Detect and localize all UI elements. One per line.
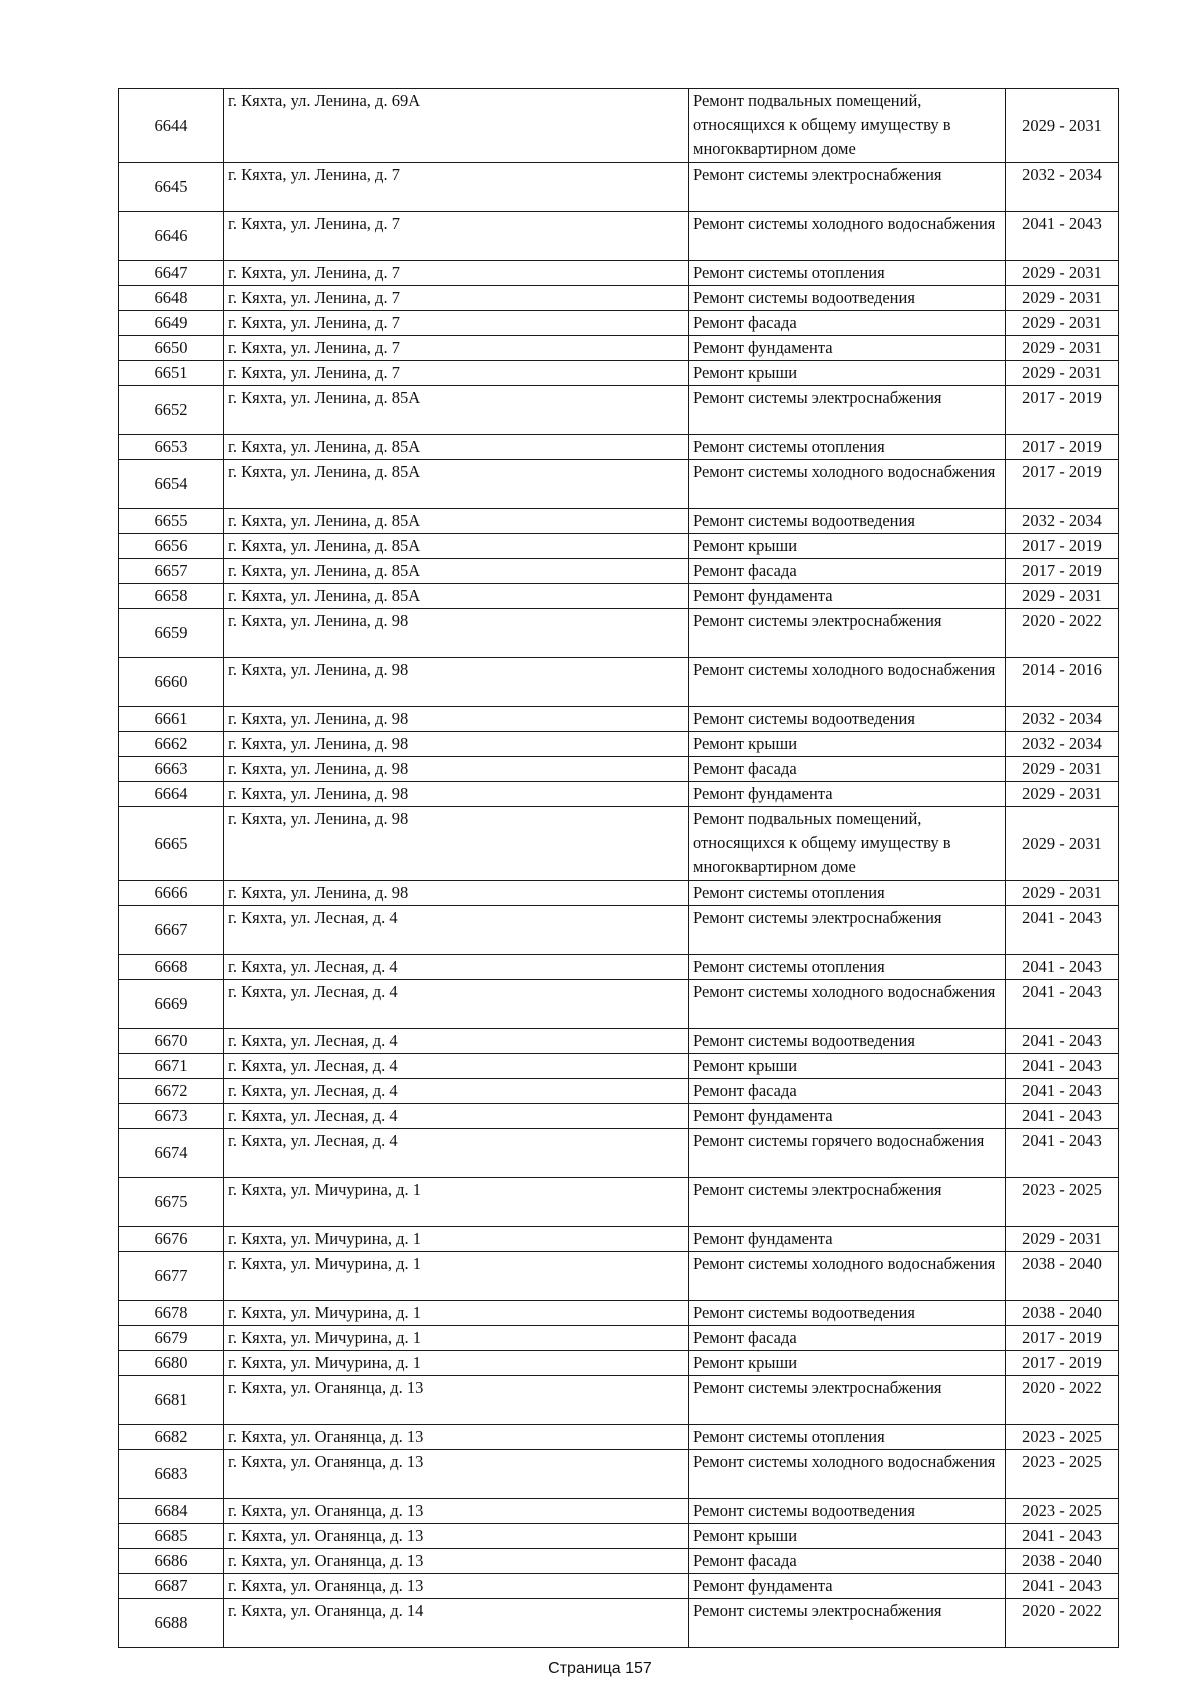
row-period: 2029 - 2031 (1006, 361, 1119, 386)
row-work-type: Ремонт фундамента (689, 584, 1006, 609)
row-work-type: Ремонт фасада (689, 559, 1006, 584)
row-number: 6681 (119, 1376, 224, 1425)
row-number: 6663 (119, 757, 224, 782)
row-address: г. Кяхта, ул. Ленина, д. 98 (224, 658, 689, 707)
row-number: 6653 (119, 435, 224, 460)
row-address: г. Кяхта, ул. Оганянца, д. 13 (224, 1376, 689, 1425)
row-address: г. Кяхта, ул. Ленина, д. 7 (224, 212, 689, 261)
row-period: 2029 - 2031 (1006, 261, 1119, 286)
row-work-type: Ремонт фасада (689, 311, 1006, 336)
row-period: 2029 - 2031 (1006, 89, 1119, 163)
table-row (119, 1129, 1119, 1178)
table-row (119, 559, 1119, 584)
row-period: 2038 - 2040 (1006, 1549, 1119, 1574)
row-address: г. Кяхта, ул. Лесная, д. 4 (224, 1054, 689, 1079)
row-work-type: Ремонт фасада (689, 757, 1006, 782)
table-row (119, 732, 1119, 757)
row-address: г. Кяхта, ул. Ленина, д. 98 (224, 757, 689, 782)
table-row (119, 286, 1119, 311)
table-row (119, 1326, 1119, 1351)
row-work-type: Ремонт системы холодного водоснабжения (689, 1450, 1006, 1499)
row-work-type: Ремонт системы холодного водоснабжения (689, 460, 1006, 509)
table-row (119, 261, 1119, 286)
row-work-type: Ремонт системы отопления (689, 955, 1006, 980)
row-number: 6660 (119, 658, 224, 707)
page-number-label: Страница 157 (548, 1660, 652, 1677)
row-address: г. Кяхта, ул. Лесная, д. 4 (224, 980, 689, 1029)
row-number: 6655 (119, 509, 224, 534)
row-number: 6683 (119, 1450, 224, 1499)
row-period: 2017 - 2019 (1006, 534, 1119, 559)
table-row (119, 311, 1119, 336)
row-period: 2041 - 2043 (1006, 906, 1119, 955)
row-work-type: Ремонт системы электроснабжения (689, 1599, 1006, 1648)
row-number: 6654 (119, 460, 224, 509)
row-number: 6676 (119, 1227, 224, 1252)
row-number: 6646 (119, 212, 224, 261)
row-period: 2041 - 2043 (1006, 1129, 1119, 1178)
page-footer (0, 1660, 1200, 1678)
row-address: г. Кяхта, ул. Лесная, д. 4 (224, 1129, 689, 1178)
row-period: 2020 - 2022 (1006, 1376, 1119, 1425)
row-work-type: Ремонт фасада (689, 1079, 1006, 1104)
row-address: г. Кяхта, ул. Оганянца, д. 13 (224, 1499, 689, 1524)
row-work-type: Ремонт системы электроснабжения (689, 386, 1006, 435)
row-address: г. Кяхта, ул. Мичурина, д. 1 (224, 1301, 689, 1326)
row-period: 2041 - 2043 (1006, 1104, 1119, 1129)
row-work-type: Ремонт фундамента (689, 782, 1006, 807)
row-period: 2020 - 2022 (1006, 1599, 1119, 1648)
row-number: 6675 (119, 1178, 224, 1227)
row-work-type: Ремонт системы электроснабжения (689, 906, 1006, 955)
table-row (119, 1599, 1119, 1648)
row-address: г. Кяхта, ул. Ленина, д. 85А (224, 386, 689, 435)
row-work-type: Ремонт системы электроснабжения (689, 1376, 1006, 1425)
table-row (119, 881, 1119, 906)
row-work-type: Ремонт системы отопления (689, 1425, 1006, 1450)
row-period: 2017 - 2019 (1006, 386, 1119, 435)
row-address: г. Кяхта, ул. Ленина, д. 98 (224, 707, 689, 732)
row-number: 6651 (119, 361, 224, 386)
row-number: 6684 (119, 1499, 224, 1524)
row-work-type: Ремонт системы электроснабжения (689, 163, 1006, 212)
row-number: 6686 (119, 1549, 224, 1574)
row-number: 6665 (119, 807, 224, 881)
row-number: 6685 (119, 1524, 224, 1549)
row-work-type: Ремонт крыши (689, 361, 1006, 386)
row-number: 6645 (119, 163, 224, 212)
row-address: г. Кяхта, ул. Ленина, д. 7 (224, 361, 689, 386)
table-row (119, 1104, 1119, 1129)
table-row (119, 509, 1119, 534)
table-row (119, 435, 1119, 460)
row-work-type: Ремонт крыши (689, 1351, 1006, 1376)
row-address: г. Кяхта, ул. Оганянца, д. 13 (224, 1549, 689, 1574)
table-row (119, 1301, 1119, 1326)
table-row (119, 782, 1119, 807)
row-work-type: Ремонт фундамента (689, 1574, 1006, 1599)
row-period: 2017 - 2019 (1006, 435, 1119, 460)
row-work-type: Ремонт системы электроснабжения (689, 1178, 1006, 1227)
row-work-type: Ремонт системы водоотведения (689, 1301, 1006, 1326)
row-number: 6673 (119, 1104, 224, 1129)
table-row (119, 1178, 1119, 1227)
row-period: 2041 - 2043 (1006, 1524, 1119, 1549)
row-work-type: Ремонт системы холодного водоснабжения (689, 658, 1006, 707)
row-address: г. Кяхта, ул. Мичурина, д. 1 (224, 1227, 689, 1252)
table-row (119, 212, 1119, 261)
table-row (119, 1574, 1119, 1599)
row-period: 2029 - 2031 (1006, 757, 1119, 782)
table-row (119, 1079, 1119, 1104)
table-body (119, 89, 1119, 1648)
row-number: 6648 (119, 286, 224, 311)
table-row (119, 386, 1119, 435)
row-period: 2029 - 2031 (1006, 1227, 1119, 1252)
row-number: 6657 (119, 559, 224, 584)
table-row (119, 609, 1119, 658)
row-period: 2017 - 2019 (1006, 1326, 1119, 1351)
row-address: г. Кяхта, ул. Ленина, д. 7 (224, 163, 689, 212)
row-address: г. Кяхта, ул. Ленина, д. 69А (224, 89, 689, 163)
row-number: 6677 (119, 1252, 224, 1301)
row-period: 2020 - 2022 (1006, 609, 1119, 658)
row-number: 6670 (119, 1029, 224, 1054)
row-work-type: Ремонт системы отопления (689, 435, 1006, 460)
row-address: г. Кяхта, ул. Лесная, д. 4 (224, 1029, 689, 1054)
row-work-type: Ремонт системы водоотведения (689, 509, 1006, 534)
row-work-type: Ремонт системы холодного водоснабжения (689, 1252, 1006, 1301)
row-period: 2014 - 2016 (1006, 658, 1119, 707)
table-row (119, 1425, 1119, 1450)
table-row (119, 460, 1119, 509)
table-row (119, 1252, 1119, 1301)
row-period: 2017 - 2019 (1006, 460, 1119, 509)
row-period: 2029 - 2031 (1006, 584, 1119, 609)
row-address: г. Кяхта, ул. Ленина, д. 98 (224, 807, 689, 881)
row-address: г. Кяхта, ул. Лесная, д. 4 (224, 1079, 689, 1104)
row-address: г. Кяхта, ул. Ленина, д. 7 (224, 311, 689, 336)
row-number: 6667 (119, 906, 224, 955)
row-number: 6664 (119, 782, 224, 807)
row-work-type: Ремонт фасада (689, 1549, 1006, 1574)
row-address: г. Кяхта, ул. Мичурина, д. 1 (224, 1351, 689, 1376)
row-address: г. Кяхта, ул. Ленина, д. 85А (224, 460, 689, 509)
row-address: г. Кяхта, ул. Ленина, д. 85А (224, 559, 689, 584)
row-address: г. Кяхта, ул. Мичурина, д. 1 (224, 1326, 689, 1351)
row-work-type: Ремонт системы электроснабжения (689, 609, 1006, 658)
row-period: 2023 - 2025 (1006, 1425, 1119, 1450)
table-row (119, 1499, 1119, 1524)
table-row (119, 1029, 1119, 1054)
table-row (119, 980, 1119, 1029)
table-row (119, 163, 1119, 212)
table-row (119, 1549, 1119, 1574)
row-work-type: Ремонт крыши (689, 1054, 1006, 1079)
row-address: г. Кяхта, ул. Лесная, д. 4 (224, 955, 689, 980)
row-period: 2017 - 2019 (1006, 1351, 1119, 1376)
row-number: 6672 (119, 1079, 224, 1104)
row-address: г. Кяхта, ул. Лесная, д. 4 (224, 1104, 689, 1129)
row-work-type: Ремонт системы холодного водоснабжения (689, 212, 1006, 261)
row-period: 2029 - 2031 (1006, 881, 1119, 906)
row-number: 6679 (119, 1326, 224, 1351)
row-number: 6659 (119, 609, 224, 658)
row-work-type: Ремонт системы отопления (689, 261, 1006, 286)
row-work-type: Ремонт подвальных помещений, относящихся к общему имуществу в многоквартирном доме (689, 89, 1006, 163)
row-number: 6678 (119, 1301, 224, 1326)
row-period: 2041 - 2043 (1006, 1029, 1119, 1054)
row-number: 6674 (119, 1129, 224, 1178)
row-number: 6671 (119, 1054, 224, 1079)
row-period: 2041 - 2043 (1006, 212, 1119, 261)
row-work-type: Ремонт подвальных помещений, относящихся к общему имуществу в многоквартирном доме (689, 807, 1006, 881)
row-address: г. Кяхта, ул. Ленина, д. 98 (224, 732, 689, 757)
row-work-type: Ремонт системы горячего водоснабжения (689, 1129, 1006, 1178)
row-address: г. Кяхта, ул. Оганянца, д. 14 (224, 1599, 689, 1648)
row-number: 6649 (119, 311, 224, 336)
row-number: 6666 (119, 881, 224, 906)
repair-schedule-table (118, 88, 1119, 1648)
row-number: 6687 (119, 1574, 224, 1599)
row-number: 6652 (119, 386, 224, 435)
row-period: 2017 - 2019 (1006, 559, 1119, 584)
row-period: 2029 - 2031 (1006, 336, 1119, 361)
row-work-type: Ремонт фундамента (689, 1104, 1006, 1129)
row-number: 6650 (119, 336, 224, 361)
row-address: г. Кяхта, ул. Оганянца, д. 13 (224, 1524, 689, 1549)
table-row (119, 361, 1119, 386)
row-work-type: Ремонт системы холодного водоснабжения (689, 980, 1006, 1029)
row-number: 6644 (119, 89, 224, 163)
row-work-type: Ремонт системы водоотведения (689, 1029, 1006, 1054)
table-row (119, 1351, 1119, 1376)
row-work-type: Ремонт крыши (689, 1524, 1006, 1549)
row-period: 2029 - 2031 (1006, 311, 1119, 336)
row-address: г. Кяхта, ул. Лесная, д. 4 (224, 906, 689, 955)
table-row (119, 584, 1119, 609)
table-row (119, 955, 1119, 980)
row-number: 6688 (119, 1599, 224, 1648)
table-row (119, 807, 1119, 881)
row-number: 6661 (119, 707, 224, 732)
row-work-type: Ремонт фасада (689, 1326, 1006, 1351)
row-period: 2041 - 2043 (1006, 980, 1119, 1029)
row-address: г. Кяхта, ул. Оганянца, д. 13 (224, 1450, 689, 1499)
row-address: г. Кяхта, ул. Ленина, д. 98 (224, 881, 689, 906)
row-number: 6668 (119, 955, 224, 980)
row-period: 2029 - 2031 (1006, 286, 1119, 311)
row-period: 2038 - 2040 (1006, 1252, 1119, 1301)
row-work-type: Ремонт крыши (689, 732, 1006, 757)
row-number: 6682 (119, 1425, 224, 1450)
row-work-type: Ремонт фундамента (689, 336, 1006, 361)
row-address: г. Кяхта, ул. Ленина, д. 85А (224, 509, 689, 534)
row-number: 6656 (119, 534, 224, 559)
row-work-type: Ремонт системы отопления (689, 881, 1006, 906)
row-address: г. Кяхта, ул. Ленина, д. 7 (224, 286, 689, 311)
row-address: г. Кяхта, ул. Ленина, д. 85А (224, 534, 689, 559)
row-period: 2032 - 2034 (1006, 509, 1119, 534)
table-row (119, 707, 1119, 732)
row-address: г. Кяхта, ул. Ленина, д. 98 (224, 609, 689, 658)
row-work-type: Ремонт системы водоотведения (689, 1499, 1006, 1524)
row-number: 6662 (119, 732, 224, 757)
row-address: г. Кяхта, ул. Ленина, д. 85А (224, 584, 689, 609)
table-row (119, 89, 1119, 163)
row-number: 6669 (119, 980, 224, 1029)
row-address: г. Кяхта, ул. Ленина, д. 85А (224, 435, 689, 460)
row-period: 2029 - 2031 (1006, 807, 1119, 881)
row-work-type: Ремонт системы водоотведения (689, 707, 1006, 732)
row-period: 2041 - 2043 (1006, 1054, 1119, 1079)
row-address: г. Кяхта, ул. Оганянца, д. 13 (224, 1574, 689, 1599)
table-row (119, 336, 1119, 361)
row-work-type: Ремонт крыши (689, 534, 1006, 559)
row-address: г. Кяхта, ул. Ленина, д. 7 (224, 261, 689, 286)
table-row (119, 906, 1119, 955)
table-row (119, 757, 1119, 782)
row-period: 2032 - 2034 (1006, 163, 1119, 212)
table-row (119, 658, 1119, 707)
row-address: г. Кяхта, ул. Ленина, д. 7 (224, 336, 689, 361)
row-address: г. Кяхта, ул. Мичурина, д. 1 (224, 1252, 689, 1301)
row-period: 2023 - 2025 (1006, 1499, 1119, 1524)
row-period: 2029 - 2031 (1006, 782, 1119, 807)
row-work-type: Ремонт системы водоотведения (689, 286, 1006, 311)
row-period: 2023 - 2025 (1006, 1450, 1119, 1499)
row-number: 6647 (119, 261, 224, 286)
row-period: 2023 - 2025 (1006, 1178, 1119, 1227)
row-period: 2032 - 2034 (1006, 732, 1119, 757)
table-row (119, 1054, 1119, 1079)
table-row (119, 1450, 1119, 1499)
row-period: 2038 - 2040 (1006, 1301, 1119, 1326)
table-row (119, 1524, 1119, 1549)
row-number: 6658 (119, 584, 224, 609)
row-period: 2041 - 2043 (1006, 1079, 1119, 1104)
table-row (119, 1376, 1119, 1425)
row-address: г. Кяхта, ул. Мичурина, д. 1 (224, 1178, 689, 1227)
row-address: г. Кяхта, ул. Ленина, д. 98 (224, 782, 689, 807)
row-number: 6680 (119, 1351, 224, 1376)
row-period: 2041 - 2043 (1006, 1574, 1119, 1599)
row-work-type: Ремонт фундамента (689, 1227, 1006, 1252)
row-address: г. Кяхта, ул. Оганянца, д. 13 (224, 1425, 689, 1450)
row-period: 2041 - 2043 (1006, 955, 1119, 980)
table-row (119, 1227, 1119, 1252)
table-row (119, 534, 1119, 559)
row-period: 2032 - 2034 (1006, 707, 1119, 732)
